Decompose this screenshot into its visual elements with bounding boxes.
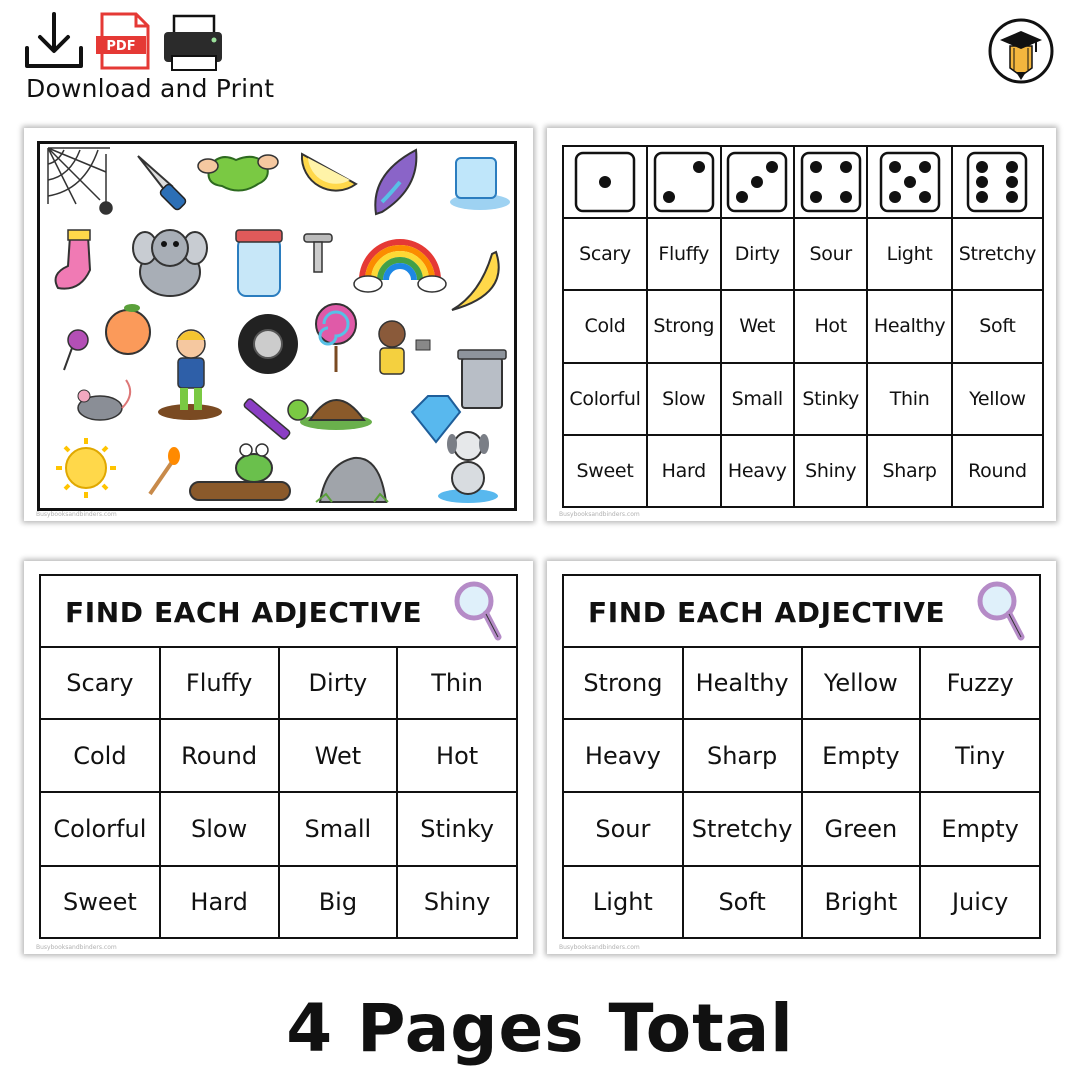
adjective-cell: Wet [279, 719, 398, 792]
adjective-cell: Light [564, 866, 683, 937]
turtle-icon [288, 400, 372, 430]
adjective-grid [564, 648, 1039, 937]
adjective-cell: Yellow [952, 363, 1043, 435]
adjective-row [564, 719, 1039, 792]
die-pip [693, 161, 705, 173]
page-title: FIND EACH ADJECTIVE [588, 596, 946, 629]
adjective-cell: Hot [794, 290, 867, 362]
adjective-cell: Empty [920, 792, 1039, 865]
rainbow-icon [354, 242, 446, 292]
dice-cell [867, 146, 951, 218]
adjective-cell: Small [721, 363, 794, 435]
mouse-icon [78, 380, 130, 420]
adjective-row [564, 792, 1039, 865]
die-pip [810, 191, 822, 203]
adjective-cell: Strong [647, 290, 720, 362]
die-face-5-icon [879, 151, 941, 213]
die-pip [904, 176, 916, 188]
adjective-cell: Healthy [867, 290, 951, 362]
dice-grid [562, 145, 1044, 508]
jar-icon [236, 230, 282, 296]
adjective-cell: Heavy [721, 435, 794, 507]
die-pip [1006, 176, 1018, 188]
lollipop-icon [316, 304, 356, 372]
magnifying-glass-icon [975, 579, 1025, 643]
peach-icon [106, 304, 150, 354]
find-adjective-board [562, 574, 1041, 939]
adjective-cell: Stretchy [952, 218, 1043, 290]
tire-icon [238, 314, 298, 374]
die-pip [889, 161, 901, 173]
adjective-cell: Thin [397, 648, 516, 719]
adjective-cell: Sour [564, 792, 683, 865]
lemon-icon [302, 154, 356, 191]
adjective-cell: Sweet [563, 435, 647, 507]
adjective-grid [41, 648, 516, 937]
die-pip [840, 191, 852, 203]
die-pip [663, 191, 675, 203]
trash-can-icon [458, 350, 506, 408]
die-pip [1006, 191, 1018, 203]
adjective-cell: Stinky [397, 792, 516, 865]
adjective-cell: Juicy [920, 866, 1039, 937]
adjective-cell: Sweet [41, 866, 160, 937]
dice-page [547, 128, 1056, 521]
boy-in-mud-icon [158, 330, 222, 420]
die-face-1-icon [574, 151, 636, 213]
dice-header-row [563, 146, 1043, 218]
adjective-cell: Yellow [802, 648, 921, 719]
die-pip [889, 191, 901, 203]
download-print-icons [24, 12, 244, 76]
dice-row-4 [563, 435, 1043, 507]
dice-cell [647, 146, 720, 218]
adjective-cell: Soft [683, 866, 802, 937]
screw-icon [304, 234, 332, 272]
die-pip [976, 176, 988, 188]
adjective-cell: Hard [160, 866, 279, 937]
adjective-cell: Soft [952, 290, 1043, 362]
find-adjective-header [564, 576, 1039, 648]
page-title: FIND EACH ADJECTIVE [65, 596, 423, 629]
adjective-cell: Round [952, 435, 1043, 507]
adjective-row [41, 792, 516, 865]
die-pip [840, 161, 852, 173]
die-pip [919, 161, 931, 173]
find-adjective-page-1 [24, 561, 533, 954]
adjective-cell: Dirty [721, 218, 794, 290]
credit-text: Busybooksandbinders.com [36, 944, 117, 951]
adjective-cell: Scary [41, 648, 160, 719]
pdf-file-icon [96, 14, 148, 68]
pdf-badge: PDF [106, 39, 136, 54]
adjective-cell: Heavy [564, 719, 683, 792]
adjective-cell: Hot [397, 719, 516, 792]
adjective-row [41, 648, 516, 719]
slime-icon [198, 155, 278, 191]
spider-web-icon [48, 148, 112, 214]
adjective-cell: Stretchy [683, 792, 802, 865]
sun-icon [56, 438, 116, 498]
find-adjective-header [41, 576, 516, 648]
die-pip [751, 176, 763, 188]
frog-on-log-icon [190, 444, 290, 500]
rock-icon [316, 458, 388, 502]
magnifying-glass-icon [452, 579, 502, 643]
find-adjective-board [39, 574, 518, 939]
banana-icon [452, 252, 499, 310]
adjective-cell: Round [160, 719, 279, 792]
marker-icon [243, 398, 291, 440]
adjective-cell: Fuzzy [920, 648, 1039, 719]
adjective-cell: Scary [563, 218, 647, 290]
adjective-cell: Strong [564, 648, 683, 719]
adjective-cell: Slow [647, 363, 720, 435]
adjective-row [41, 866, 516, 937]
adjective-cell: Thin [867, 363, 951, 435]
adjective-cell: Tiny [920, 719, 1039, 792]
adjective-row [564, 648, 1039, 719]
die-face-3-icon [726, 151, 788, 213]
adjective-cell: Small [279, 792, 398, 865]
dice-cell [952, 146, 1043, 218]
dice-cell [721, 146, 794, 218]
dice-row-2 [563, 290, 1043, 362]
die-face-6-icon [966, 151, 1028, 213]
adjective-row [564, 866, 1039, 937]
die-pip [810, 161, 822, 173]
credit-text: Busybooksandbinders.com [559, 944, 640, 951]
adjective-cell: Healthy [683, 648, 802, 719]
credit-text: Busybooksandbinders.com [36, 511, 117, 518]
push-pin-icon [64, 330, 88, 370]
die-pip [976, 161, 988, 173]
download-icon [27, 14, 81, 66]
dice-cell [794, 146, 867, 218]
adjective-row [41, 719, 516, 792]
elephant-icon [133, 230, 207, 296]
knife-icon [138, 156, 187, 211]
feather-icon [375, 150, 416, 214]
adjective-cell: Sour [794, 218, 867, 290]
adjective-cell: Big [279, 866, 398, 937]
pictures-illustration [40, 144, 514, 508]
ice-cube-icon [450, 158, 510, 210]
adjective-cell: Fluffy [647, 218, 720, 290]
adjective-cell: Shiny [397, 866, 516, 937]
dice-row-1 [563, 218, 1043, 290]
adjective-cell: Green [802, 792, 921, 865]
girl-lifting-weights-icon [379, 321, 430, 374]
die-face-4-icon [800, 151, 862, 213]
adjective-cell: Cold [563, 290, 647, 362]
die-pip [599, 176, 611, 188]
adjective-cell: Hard [647, 435, 720, 507]
wet-dog-icon [438, 432, 498, 503]
adjective-cell: Fluffy [160, 648, 279, 719]
adjective-cell: Wet [721, 290, 794, 362]
adjective-cell: Shiny [794, 435, 867, 507]
picture-frame [37, 141, 517, 511]
printer-icon [164, 16, 222, 70]
graduation-cap-pencil-logo [988, 18, 1054, 84]
die-pip [919, 191, 931, 203]
adjective-cell: Empty [802, 719, 921, 792]
adjective-cell: Slow [160, 792, 279, 865]
adjective-cell: Colorful [563, 363, 647, 435]
dice-row-3 [563, 363, 1043, 435]
sock-icon [56, 230, 90, 289]
die-pip [736, 191, 748, 203]
adjective-cell: Sharp [867, 435, 951, 507]
adjective-cell: Light [867, 218, 951, 290]
die-pip [766, 161, 778, 173]
find-adjective-page-2 [547, 561, 1056, 954]
adjective-cell: Sharp [683, 719, 802, 792]
download-print-label: Download and Print [26, 74, 275, 103]
adjective-cell: Stinky [794, 363, 867, 435]
die-face-2-icon [653, 151, 715, 213]
adjective-cell: Bright [802, 866, 921, 937]
picture-page [24, 128, 533, 521]
dice-cell [563, 146, 647, 218]
die-pip [976, 191, 988, 203]
match-icon [150, 447, 180, 494]
die-pip [1006, 161, 1018, 173]
credit-text: Busybooksandbinders.com [559, 511, 640, 518]
adjective-cell: Cold [41, 719, 160, 792]
pages-total-caption: 4 Pages Total [286, 990, 794, 1067]
adjective-cell: Dirty [279, 648, 398, 719]
adjective-cell: Colorful [41, 792, 160, 865]
